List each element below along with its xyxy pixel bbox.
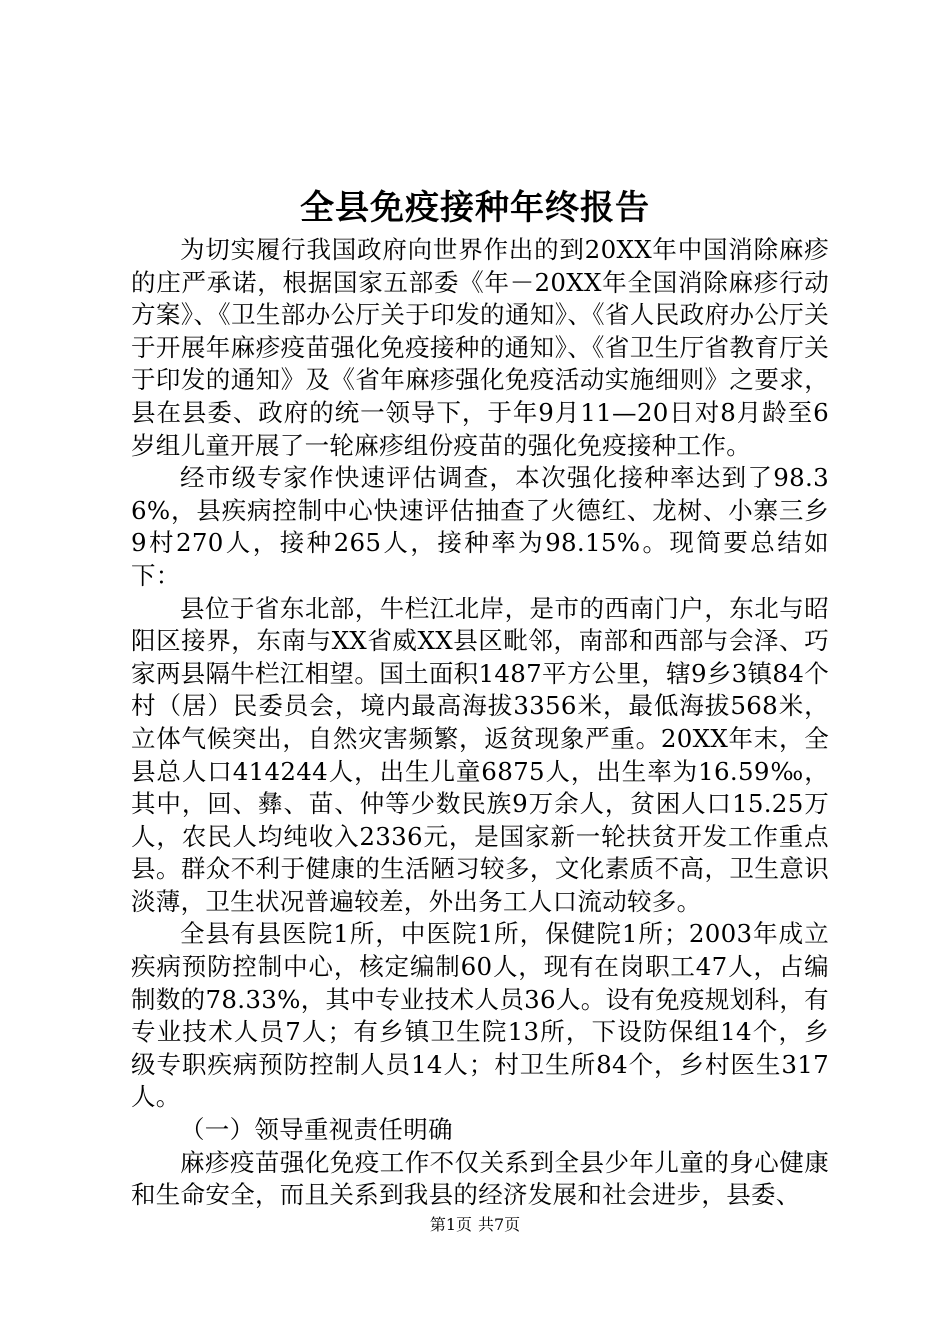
page-number: 第1页 (429, 1215, 472, 1234)
document-title: 全县免疫接种年终报告 (300, 188, 650, 228)
paragraph-evaluation: 经市级专家作快速评估调查，本次强化接种率达到了98.36%，县疾病控制中心快速评估抽查了火德红、龙树、小寨三乡9村270人，接种265人，接种率为98.15%。现简要总结如下： (131, 463, 829, 590)
page-footer (0, 1213, 950, 1237)
paragraph-county-overview: 县位于省东北部，牛栏江北岸，是市的西南门户，东北与昭阳区接界，东南与XX省威XX县区毗邻，南部和西部与会泽、巧家两县隔牛栏江相望。国土面积1487平方公里，辖9乡3镇84个村（居）民委员会，境内最高海拔3356米，最低海拔568米，立体气候突出，自然灾害频繁，返贫现象严重。20XX年末，全县总人口414244人，出生儿童6875人，出生率为16.59‰，其中，回、彝、苗、仲等少数民族9万余人，贫困人口15.25万人，农民人均纯收入2336元，是国家新一轮扶贫开发工作重点县。群众不利于健康的生活陋习较多，文化素质不高，卫生意识淡薄，卫生状况普遍较差，外出务工人口流动较多。 (131, 593, 829, 916)
paragraph-leadership: 麻疹疫苗强化免疫工作不仅关系到全县少年儿童的身心健康和生命安全，而且关系到我县的经济发展和社会进步，县委、 (131, 1147, 829, 1210)
paragraph-health-resources: 全县有县医院1所，中医院1所，保健院1所；2003年成立疾病预防控制中心，核定编制60人，现有在岗职工47人，占编制数的78.33%，其中专业技术人员36人。设有免疫规划科，有专业技术人员7人；有乡镇卫生院13所，下设防保组14个，乡级专职疾病预防控制人员14人；村卫生所84个，乡村医生317人。 (131, 919, 829, 1112)
paragraph-intro: 为切实履行我国政府向世界作出的到20XX年中国消除麻疹的庄严承诺，根据国家五部委《年－20XX年全国消除麻疹行动方案》、《卫生部办公厅关于印发的通知》、《省人民政府办公厅关于开展年麻疹疫苗强化免疫接种的通知》、《省卫生厅省教育厅关于印发的通知》及《省年麻疹强化免疫活动实施细则》之要求，县在县委、政府的统一领导下，于年9月11—20日对8月龄至6岁组儿童开展了一轮麻疹组份疫苗的强化免疫接种工作。 (131, 235, 829, 460)
page-total: 共7页 (478, 1215, 521, 1234)
section-heading-leadership: （一）领导重视责任明确 (180, 1115, 453, 1145)
document-body (131, 234, 829, 1212)
